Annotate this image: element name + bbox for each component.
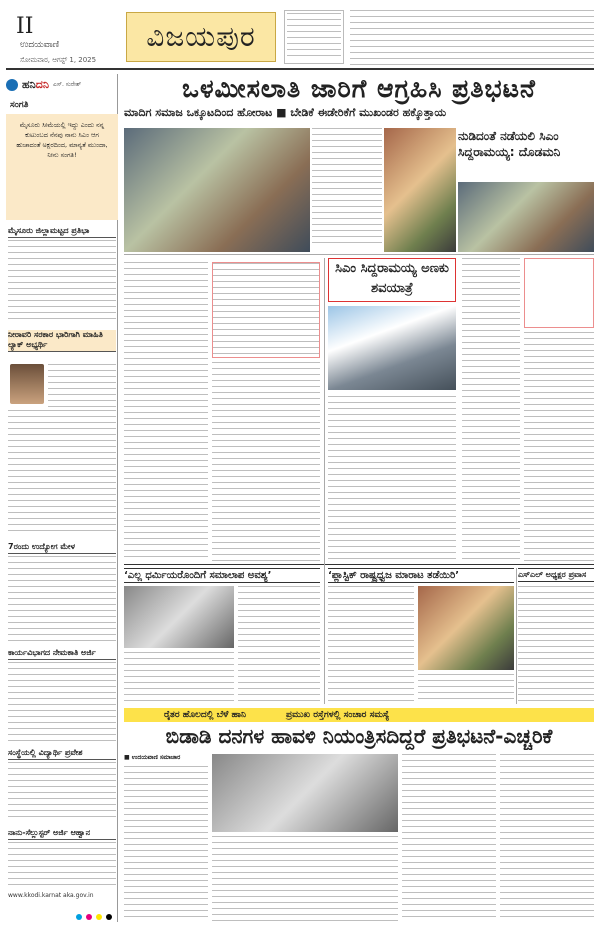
meeting-photo xyxy=(124,586,234,648)
story-column-6 xyxy=(238,586,320,704)
top-ad-box xyxy=(284,10,344,64)
hanidani-header xyxy=(6,74,118,96)
story-column-12 xyxy=(212,836,398,922)
protest-photo-1 xyxy=(124,128,310,252)
date-line: ಸೋಮವಾರ, ಆಗಸ್ಟ್ 1, 2025 xyxy=(20,56,97,64)
main-headline: ಒಳಮೀಸಲಾತಿ ಜಾರಿಗೆ ಆಗ್ರಹಿಸಿ ಪ್ರತಿಭಟನೆ xyxy=(182,74,536,103)
story-column-14 xyxy=(500,754,594,922)
story-column-13 xyxy=(402,754,496,922)
left-section-text-6 xyxy=(8,842,116,888)
story-column-2 xyxy=(212,362,320,562)
masthead xyxy=(6,6,594,70)
side-headline: ನುಡಿದಂತೆ ನಡೆಯಲಿ ಸಿಎಂ ಸಿದ್ದರಾಮಯ್ಯ: ದೊಡಮನಿ xyxy=(458,129,561,159)
left-section-text-2a xyxy=(48,364,116,408)
story-column-10 xyxy=(518,586,594,704)
story-column-3 xyxy=(328,396,456,562)
divider xyxy=(124,254,594,255)
sangathi-label: ಸಂಗತಿ xyxy=(10,100,29,110)
quote-text: ಮೈಸೂರು ಸೀಮೆಯಲ್ಲಿ ಇದ್ದು ಎಂದು ನನ್ನ ಕುಟುಂಬದ ನೆನಪು ನಾನು ಸಿಎಂ ಆಗ ಹುಚಾದಂತೆ ಅಕ್ಷರದಿಂದ, ಮಾನ್ಯತೆ ಮುಂದಾ, ನೀನು ಸಂಗತಿ! xyxy=(16,121,108,159)
cattle-photo xyxy=(212,754,398,832)
left-section-head-6: ನಾನು-ಸೆಲ್ಲುಸ್ಟರ್ ಅರ್ಜಿ ಆಹ್ವಾನ xyxy=(8,828,116,840)
left-section-text-2b xyxy=(8,410,116,536)
protest-photo-2 xyxy=(384,128,456,252)
band-label-right: ಪ್ರಮುಖ ರಸ್ತೆಗಳಲ್ಲಿ ಸಂಚಾರ ಸಮಸ್ಯೆ xyxy=(285,710,390,720)
bottom-headline: ಬಿಡಾಡಿ ದನಗಳ ಹಾವಳಿ ನಿಯಂತ್ರಿಸದಿದ್ದರೆ ಪ್ರತಿಭಟನೆ-ಎಚ್ಚರಿಕೆ xyxy=(165,724,553,748)
left-section-text-4 xyxy=(8,662,116,742)
bottom-byline: ■ ಉದಯವಾಣಿ ಸಮಾಚಾರ xyxy=(124,754,181,761)
main-subhead: ಮಾದಿಗ ಸಮಾಜ ಒಕ್ಕೂಟದಿಂದ ಹೋರಾಟ ■ ಬೇಡಿಕೆ ಈಡೇರಿಕೆಗೆ ಮುಖಂಡರ ಹಕ್ಕೊತ್ತಾಯ xyxy=(124,106,447,119)
print-color-marks xyxy=(76,914,112,920)
portrait-photo xyxy=(10,364,44,404)
left-section-text-5 xyxy=(8,762,116,822)
page-number: II xyxy=(16,14,34,39)
left-section-head-1: ಮೈಸೂರು ಜಿಲ್ಲಾಮಟ್ಟದ ಪ್ರತಿಭಾ xyxy=(8,226,116,238)
quote-box-right xyxy=(524,258,594,328)
story-column-8 xyxy=(328,586,414,704)
divider xyxy=(124,564,594,565)
top-story-text xyxy=(350,10,594,66)
story-column-9 xyxy=(418,674,514,704)
left-column xyxy=(6,74,118,922)
city-title: ವಿಜಯಪುರ xyxy=(126,12,276,62)
left-section-head-4: ಕಾರ್ಯವಿಭಾಗದ ನೇಮಕಾತಿ ಅರ್ಜಿ xyxy=(8,648,116,660)
story-column-4 xyxy=(462,258,520,562)
yellow-band xyxy=(124,708,594,722)
left-section-head-3: 7ರಂದು ಉದ್ಯೋಗ ಮೇಳ xyxy=(8,542,116,554)
story-column-11 xyxy=(124,766,208,922)
flag-photo xyxy=(418,586,514,670)
photo-caption xyxy=(312,128,382,248)
story-column-5 xyxy=(524,332,594,562)
highlights-box xyxy=(212,262,320,358)
section-head-plastic-flag: ‘ಪ್ಲಾಸ್ಟಿಕ್ ರಾಷ್ಟ್ರಧ್ವಜ ಮಾರಾಟ ತಡೆಯಿರಿ’ xyxy=(328,568,514,583)
mock-funeral-headline: ಸಿಎಂ ಸಿದ್ದರಾಮಯ್ಯ ಅಣಕು ಶವಯಾತ್ರೆ xyxy=(328,258,456,302)
left-url: www.kkodi.karnat aka.gov.in xyxy=(8,892,94,899)
quote-box xyxy=(6,114,118,220)
paper-name: ಉದಯವಾಣಿ xyxy=(20,40,60,50)
section-head-religions: ‘ಎಲ್ಲ ಧರ್ಮಿಯರೊಂದಿಗೆ ಸಮಾಲಾಪ ಅವಶ್ಯ’ xyxy=(124,568,320,583)
left-section-head-2: ನೀರಾವರಿ ಸರಕಾರ ಭಾರಿಗಾಗಿ ಮಾಹಿತಿ ಲ್ಯಾಕ್ ಅಭ್ಯರ್ಥಿ xyxy=(8,330,116,352)
divider xyxy=(516,568,517,704)
hanidani-title: ಹನಿದನಿ xyxy=(22,78,49,91)
drop-icon xyxy=(6,79,18,91)
section-head-sl-tour: ಎಸ್ಎಲ್ ಅಧ್ಯಕ್ಷರ ಪ್ರವಾಸ xyxy=(518,568,594,582)
hanidani-author: ಎಸ್. ಸುರೇಶ್ xyxy=(52,81,82,88)
story-column-1 xyxy=(124,262,208,562)
mock-funeral-photo xyxy=(328,306,456,390)
story-column-7 xyxy=(124,652,234,704)
left-section-head-5: ಸಂಸ್ಥೆಯಲ್ಲಿ ವಿದ್ಯಾರ್ಥಿ ಪ್ರವೇಶ xyxy=(8,748,116,760)
left-section-text-1 xyxy=(8,240,116,324)
newspaper-page xyxy=(6,6,594,922)
protest-photo-3 xyxy=(458,182,594,252)
left-section-text-3 xyxy=(8,556,116,642)
divider xyxy=(324,258,325,704)
band-label-left: ರೈತರ ಹೊಲದಲ್ಲಿ ಬೆಳೆ ಹಾನಿ xyxy=(164,710,246,720)
